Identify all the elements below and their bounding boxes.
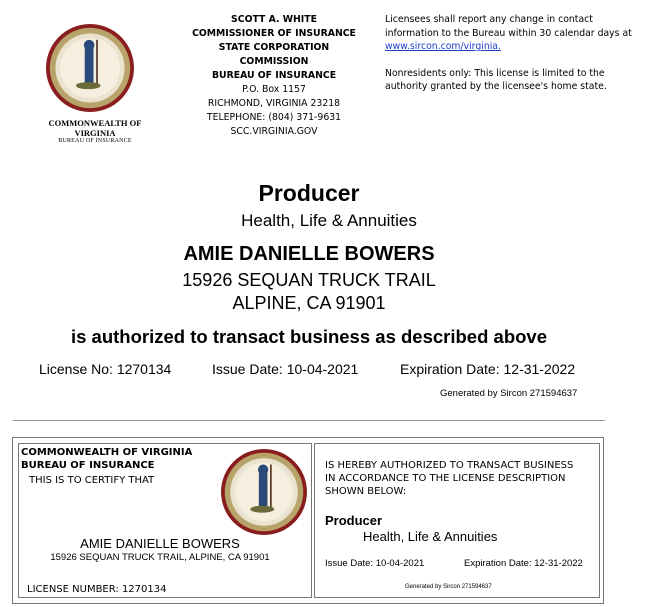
commissioner-name: SCOTT A. WHITE: [231, 14, 317, 25]
expiration-date: Expiration Date: 12-31-2022: [400, 361, 576, 377]
wallet-card: [12, 437, 604, 604]
card-licensee-name: AMIE DANIELLE BOWERS: [80, 536, 240, 551]
card-authorized-2: IN ACCORDANCE TO THE LICENSE DESCRIPTION: [325, 473, 566, 484]
card-certify: THIS IS TO CERTIFY THAT: [29, 475, 155, 486]
commission-phone: TELEPHONE: (804) 371-9631: [206, 112, 342, 123]
notice-line-1: Licensees shall report any change in contact: [385, 14, 593, 25]
card-seal-icon: [221, 449, 307, 535]
card-authorized-3: SHOWN BELOW:: [325, 486, 407, 497]
card-issue-date: Issue Date: 10-04-2021: [325, 558, 425, 569]
nonresident-line-1: Nonresidents only: This license is limited to the: [385, 67, 605, 79]
card-bureau: BUREAU OF INSURANCE: [21, 460, 155, 471]
commission-city: RICHMOND, VIRGINIA 23218: [207, 98, 341, 109]
commissioner-title: COMMISSIONER OF INSURANCE: [192, 28, 356, 39]
wallet-card-right: [314, 443, 600, 598]
commission-po-box: P.O. Box 1157: [242, 84, 306, 95]
virginia-seal-icon: [46, 24, 134, 112]
header-bureau: BUREAU OF INSURANCE: [58, 138, 132, 144]
notice-line-2: information to the Bureau within 30 calendar days at: [385, 27, 632, 39]
wallet-card-left: [18, 443, 312, 598]
commission-org-1: STATE CORPORATION: [218, 42, 330, 53]
card-generated-by: Generated by Sircon 271594637: [405, 584, 492, 590]
sircon-link[interactable]: www.sircon.com/virginia.: [385, 41, 501, 52]
license-lines-of-authority: Health, Life & Annuities: [241, 211, 417, 230]
divider: [13, 420, 605, 421]
authorization-statement: is authorized to transact business as described above: [70, 326, 547, 347]
card-license-type: Producer: [325, 513, 383, 528]
licensee-address-line-1: 15926 SEQUAN TRUCK TRAIL: [182, 270, 436, 290]
commission-org-2: COMMISSION: [239, 56, 309, 67]
card-commonwealth: COMMONWEALTH OF VIRGINIA: [21, 447, 193, 458]
card-license-number: LICENSE NUMBER: 1270134: [27, 584, 167, 595]
card-authorized-1: IS HEREBY AUTHORIZED TO TRANSACT BUSINESS: [325, 460, 574, 471]
header-commonwealth: [20, 118, 170, 138]
card-expiration-date: Expiration Date: 12-31-2022: [464, 558, 583, 569]
nonresident-line-2: authority granted by the licensee's home state.: [385, 81, 607, 92]
commission-website: SCC.VIRGINIA.GOV: [230, 126, 318, 137]
header-left-line2: VIRGINIA: [74, 128, 116, 138]
licensee-address-line-2: ALPINE, CA 91901: [232, 293, 386, 313]
license-type: Producer: [258, 180, 360, 206]
licensee-name: AMIE DANIELLE BOWERS: [183, 243, 435, 265]
generated-by: Generated by Sircon 271594637: [440, 388, 578, 399]
license-number: License No: 1270134: [39, 361, 172, 377]
commission-bureau: BUREAU OF INSURANCE: [211, 70, 337, 81]
commissioner-block: [188, 13, 360, 139]
header-left-line1: COMMONWEALTH OF: [48, 118, 142, 128]
issue-date: Issue Date: 10-04-2021: [212, 361, 359, 377]
notice-block: [385, 13, 647, 94]
card-lines-of-authority: Health, Life & Annuities: [363, 529, 498, 544]
card-licensee-address: 15926 SEQUAN TRUCK TRAIL, ALPINE, CA 91901: [50, 552, 270, 563]
